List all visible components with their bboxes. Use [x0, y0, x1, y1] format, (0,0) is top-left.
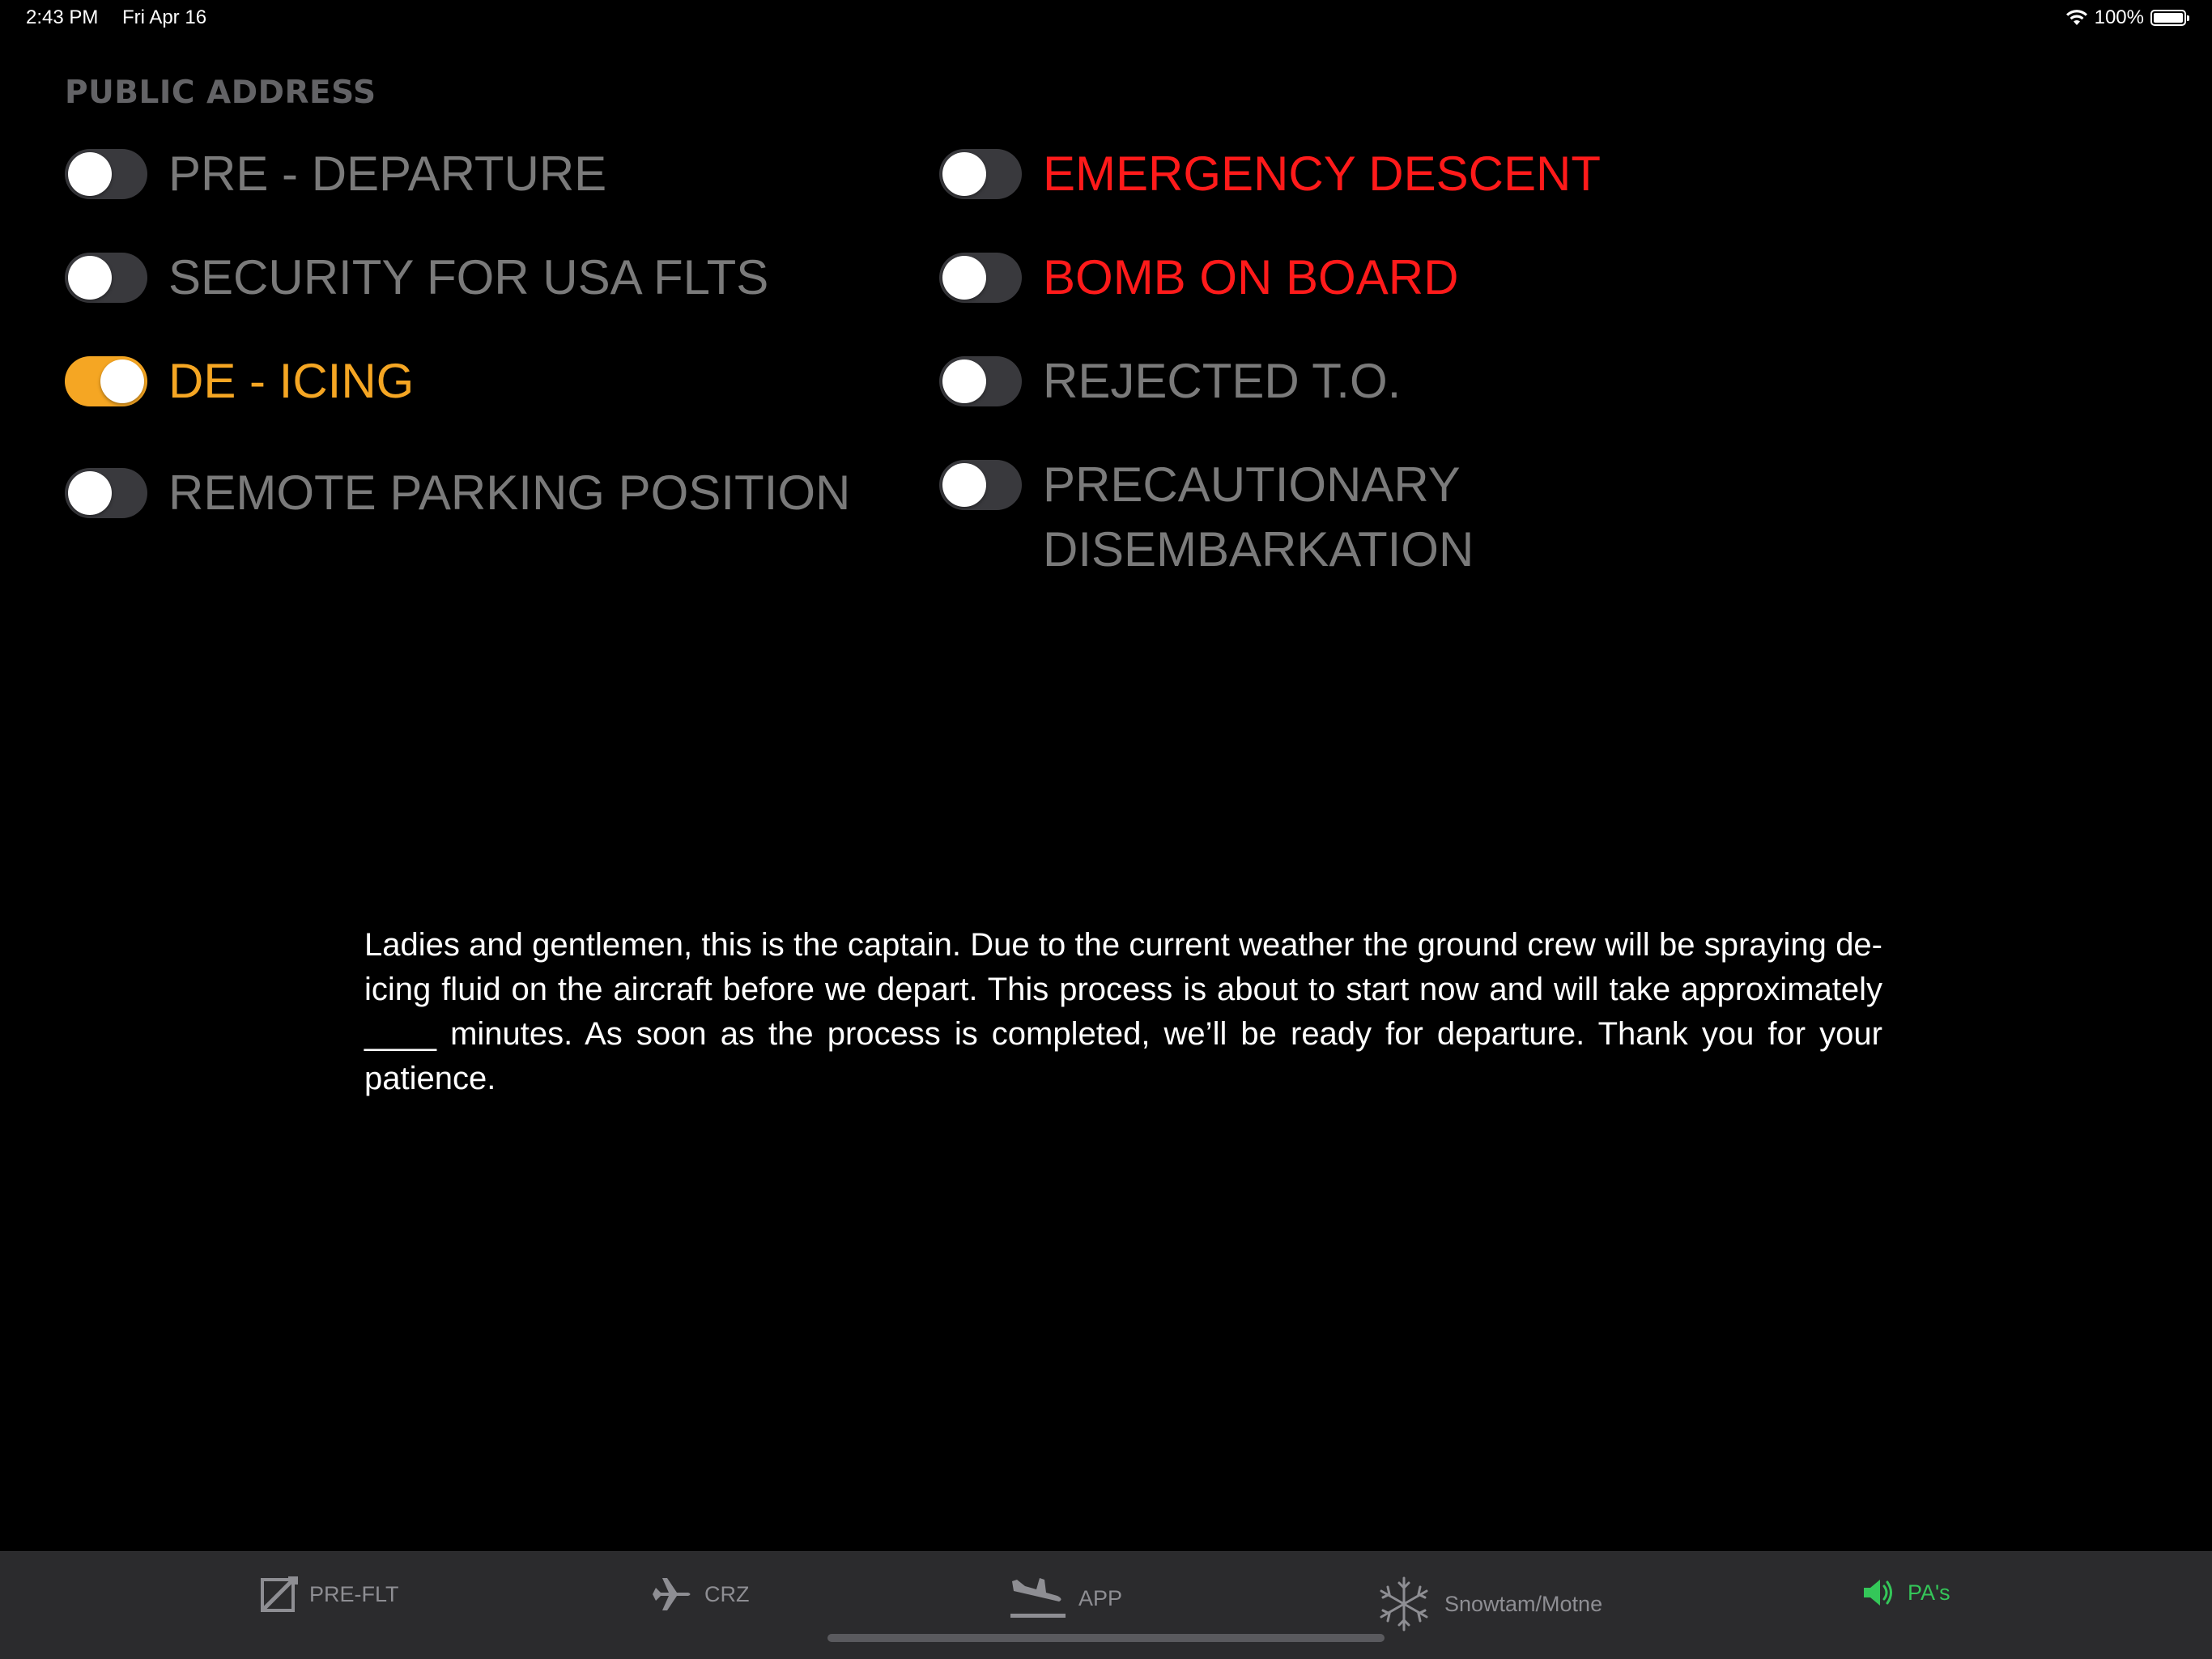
tab-pre-flt[interactable] [259, 1575, 399, 1614]
security-usa-toggle[interactable] [65, 253, 147, 303]
landing-icon [1007, 1575, 1067, 1622]
precautionary-disembarkation-label[interactable] [1043, 453, 1474, 582]
precautionary-label-line1: PRECAUTIONARY [1043, 457, 1461, 512]
security-usa-label[interactable]: SECURITY FOR USA FLTS [168, 250, 769, 304]
emergency-descent-label[interactable]: EMERGENCY DESCENT [1043, 147, 1602, 201]
pa-item-remote-parking [65, 468, 850, 525]
status-date: Fri Apr 16 [122, 6, 207, 28]
pa-item-emergency-descent [939, 149, 1601, 206]
pa-item-bomb-on-board [939, 250, 1459, 310]
pa-item-pre-departure [65, 149, 606, 206]
bomb-on-board-label[interactable]: BOMB ON BOARD [1043, 250, 1459, 304]
tab-pas-label: PA's [1908, 1580, 1950, 1605]
tab-app[interactable] [1007, 1575, 1122, 1622]
remote-parking-label[interactable]: REMOTE PARKING POSITION [168, 466, 851, 520]
speaker-icon [1861, 1575, 1896, 1610]
airplane-icon [651, 1575, 693, 1614]
pa-item-de-icing [65, 356, 414, 414]
status-time: 2:43 PM [26, 6, 99, 28]
de-icing-label[interactable]: DE - ICING [168, 354, 415, 408]
pre-departure-toggle[interactable] [65, 149, 147, 199]
pre-departure-label[interactable]: PRE - DEPARTURE [168, 147, 607, 201]
tab-pre-flt-label: PRE-FLT [309, 1581, 399, 1606]
tab-crz[interactable] [651, 1575, 750, 1614]
section-title: PUBLIC ADDRESS [65, 74, 376, 111]
rejected-to-toggle[interactable] [939, 356, 1022, 406]
wifi-icon [2065, 9, 2088, 27]
battery-icon [2150, 10, 2186, 26]
tab-snowtam-motne-label: Snowtam/Motne [1444, 1591, 1603, 1616]
tab-bar [0, 1551, 2212, 1659]
emergency-descent-toggle[interactable] [939, 149, 1022, 199]
pa-item-rejected-to [939, 356, 1401, 414]
precautionary-disembarkation-toggle[interactable] [939, 460, 1022, 510]
precautionary-label-line2: DISEMBARKATION [1043, 522, 1474, 576]
de-icing-toggle[interactable] [65, 356, 147, 406]
pa-item-security-usa [65, 250, 769, 310]
tab-snowtam-motne[interactable] [1375, 1575, 1602, 1633]
remote-parking-toggle[interactable] [65, 468, 147, 518]
status-indicators [2065, 6, 2186, 29]
tab-crz-label: CRZ [704, 1581, 750, 1606]
checkbox-icon [259, 1575, 298, 1614]
pa-item-precautionary-disembarkation [939, 457, 1474, 582]
snowflake-icon [1375, 1575, 1433, 1633]
bomb-on-board-toggle[interactable] [939, 253, 1022, 303]
battery-percentage: 100% [2094, 6, 2144, 28]
status-bar [0, 0, 2212, 39]
announcement-text: Ladies and gentlemen, this is the captain. Due to the current weather the ground crew will be spraying de-icing fluid on the aircraft before we depart. This process is about to start now and will take approximately ____ minutes. As soon as the process is completed, we’ll be ready for departure. Thank you for your patience. [364, 927, 1882, 1096]
rejected-to-label[interactable]: REJECTED T.O. [1043, 354, 1402, 408]
tab-pas[interactable] [1861, 1575, 1950, 1610]
tab-app-label: APP [1078, 1585, 1123, 1610]
home-indicator[interactable] [827, 1634, 1385, 1642]
